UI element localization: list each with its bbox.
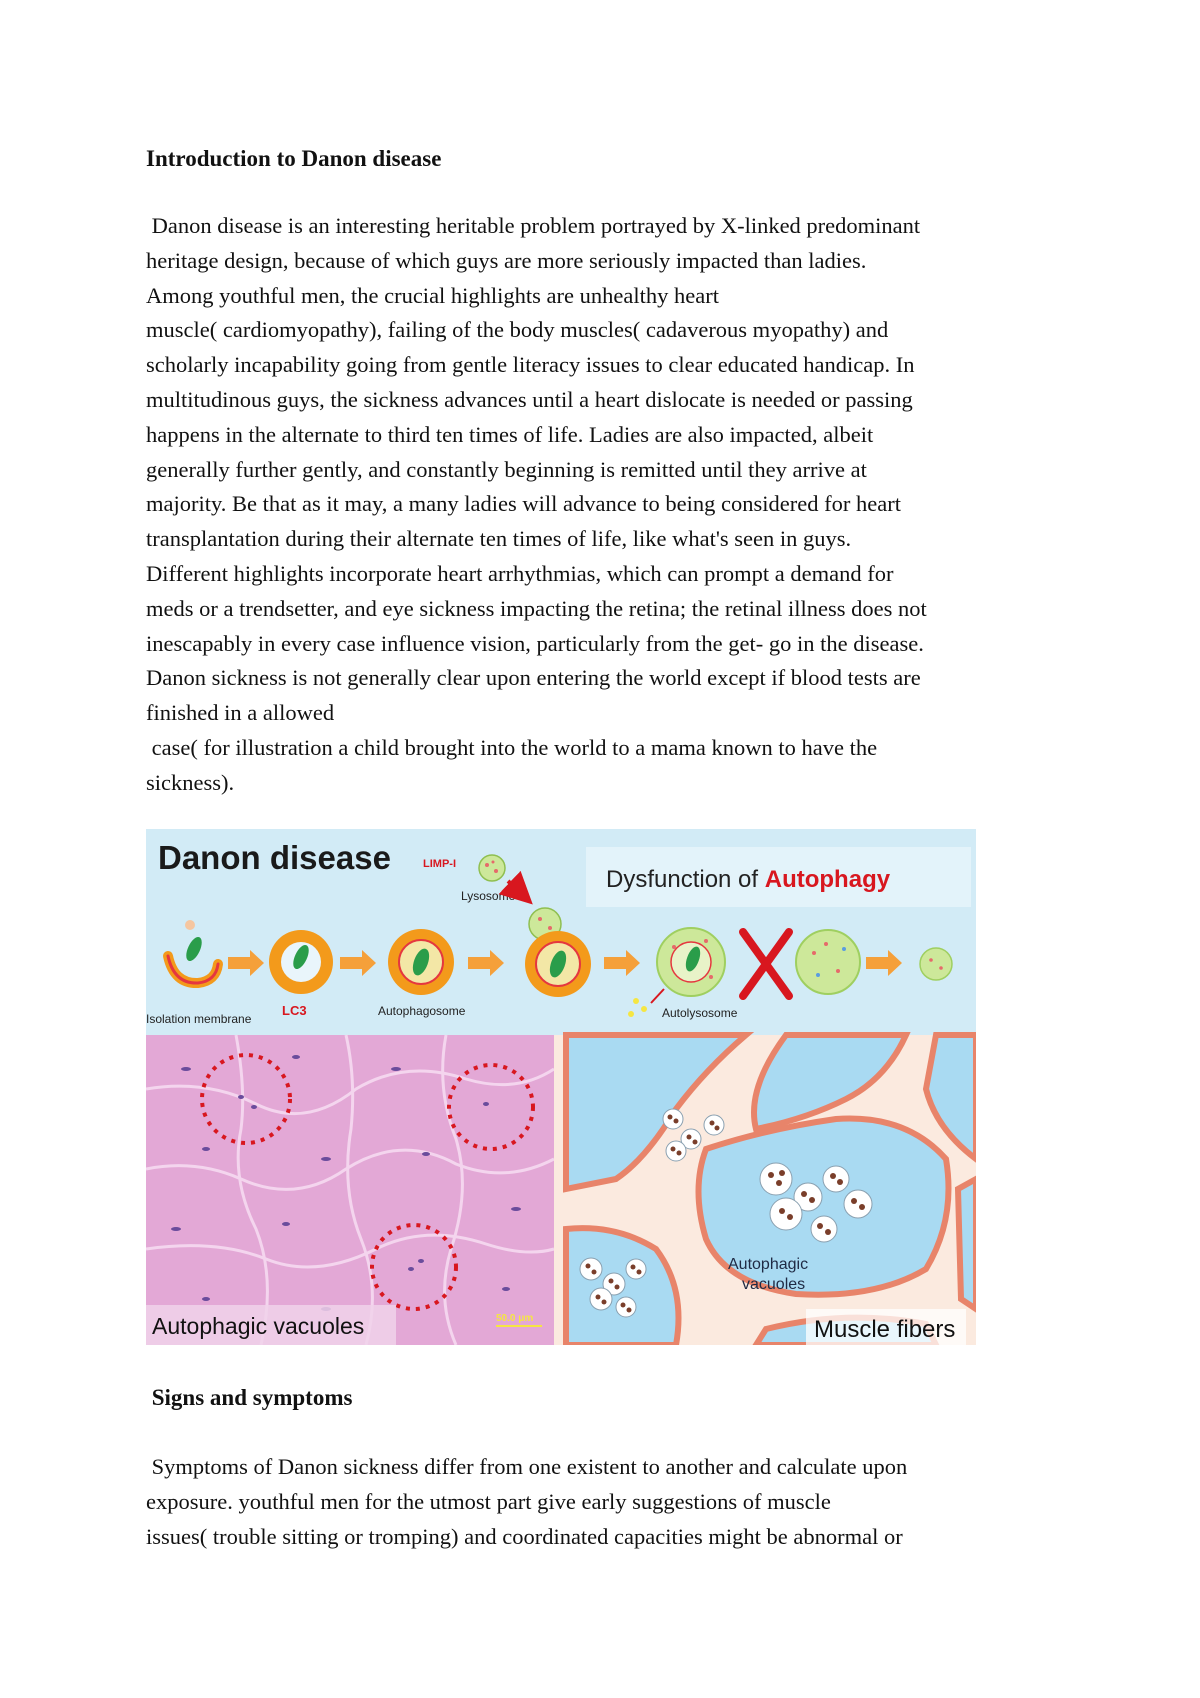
autolysosome-label: Autolysosome bbox=[662, 1006, 738, 1020]
vacuoles-label: vacuoles bbox=[742, 1276, 806, 1293]
symptoms-heading: Signs and symptoms bbox=[151, 1385, 353, 1410]
symptoms-line: exposure. youthful men for the utmost part give early suggestions of muscle bbox=[146, 1488, 831, 1514]
figure-title: Danon disease bbox=[158, 839, 391, 876]
lysosome-label: Lysosome bbox=[461, 889, 516, 903]
symptoms-line: issues( trouble sitting or tromping) and coordinated capacities might be abnormal or bbox=[146, 1523, 903, 1549]
intro-line: finished in a allowed bbox=[146, 700, 335, 726]
symptoms-paragraph bbox=[146, 1450, 1076, 1554]
scale-label: 50.0 μm bbox=[496, 1313, 534, 1324]
muscle-fibers-panel bbox=[554, 1035, 976, 1345]
intro-line: sickness). bbox=[146, 769, 235, 795]
intro-line: muscle( cardiomyopathy), failing of the body muscles( cadaverous myopathy) and bbox=[146, 317, 889, 343]
dysfunction-label: Dysfunction of Autophagy bbox=[606, 866, 891, 893]
figure-svg bbox=[146, 829, 976, 1345]
intro-line: scholarly incapability going from gentle literacy issues to clear educated handicap. In bbox=[146, 352, 915, 378]
intro-line: case( for illustration a child brought into the world to a mama known to have the bbox=[146, 734, 878, 760]
intro-line: Different highlights incorporate heart arrhythmias, which can prompt a demand for bbox=[146, 560, 894, 586]
limp-label: LIMP-I bbox=[423, 858, 456, 870]
intro-line: inescapably in every case influence vision, particularly from the get- go in the disease. bbox=[146, 630, 924, 656]
intro-line: multitudinous guys, the sickness advances until a heart dislocate is needed or passing bbox=[146, 386, 913, 412]
intro-line: generally further gently, and constantly beginning is remitted until they arrive at bbox=[146, 456, 867, 482]
degraded-autolysosome-icon bbox=[796, 930, 860, 994]
danon-disease-figure bbox=[146, 829, 976, 1345]
intro-line: Danon disease is an interesting heritable problem portrayed by X-linked predominant bbox=[146, 213, 921, 238]
intro-heading: Introduction to Danon disease bbox=[146, 146, 442, 171]
intro-paragraph bbox=[146, 209, 1076, 801]
isolation-label: Isolation membrane bbox=[146, 1012, 252, 1026]
symptoms-line: Symptoms of Danon sickness differ from one existent to another and calculate upon bbox=[146, 1454, 908, 1479]
autophagosome-label: Autophagosome bbox=[378, 1004, 466, 1018]
intro-line: majority. Be that as it may, a many ladies will advance to being considered for heart bbox=[146, 491, 901, 517]
intro-line: Danon sickness is not generally clear upon entering the world except if blood tests are bbox=[146, 665, 921, 691]
intro-line: meds or a trendsetter, and eye sickness impacting the retina; the retinal illness does not bbox=[146, 595, 927, 621]
fibers-caption: Muscle fibers bbox=[814, 1316, 956, 1343]
residual-body-icon bbox=[920, 948, 952, 980]
intro-line: happens in the alternate to third ten times of life. Ladies are also impacted, albeit bbox=[146, 421, 874, 447]
vacuoles-label: Autophagic bbox=[728, 1256, 809, 1273]
intro-line: transplantation during their alternate ten times of life, like what's seen in guys. bbox=[146, 526, 852, 552]
lc3-label: LC3 bbox=[282, 1003, 307, 1018]
histology-caption: Autophagic vacuoles bbox=[152, 1313, 365, 1339]
histology-panel bbox=[146, 1035, 554, 1345]
intro-line: heritage design, because of which guys are more seriously impacted than ladies. bbox=[146, 247, 867, 273]
intro-line: Among youthful men, the crucial highlights are unhealthy heart bbox=[146, 282, 719, 308]
lysosome-icon bbox=[479, 855, 505, 881]
